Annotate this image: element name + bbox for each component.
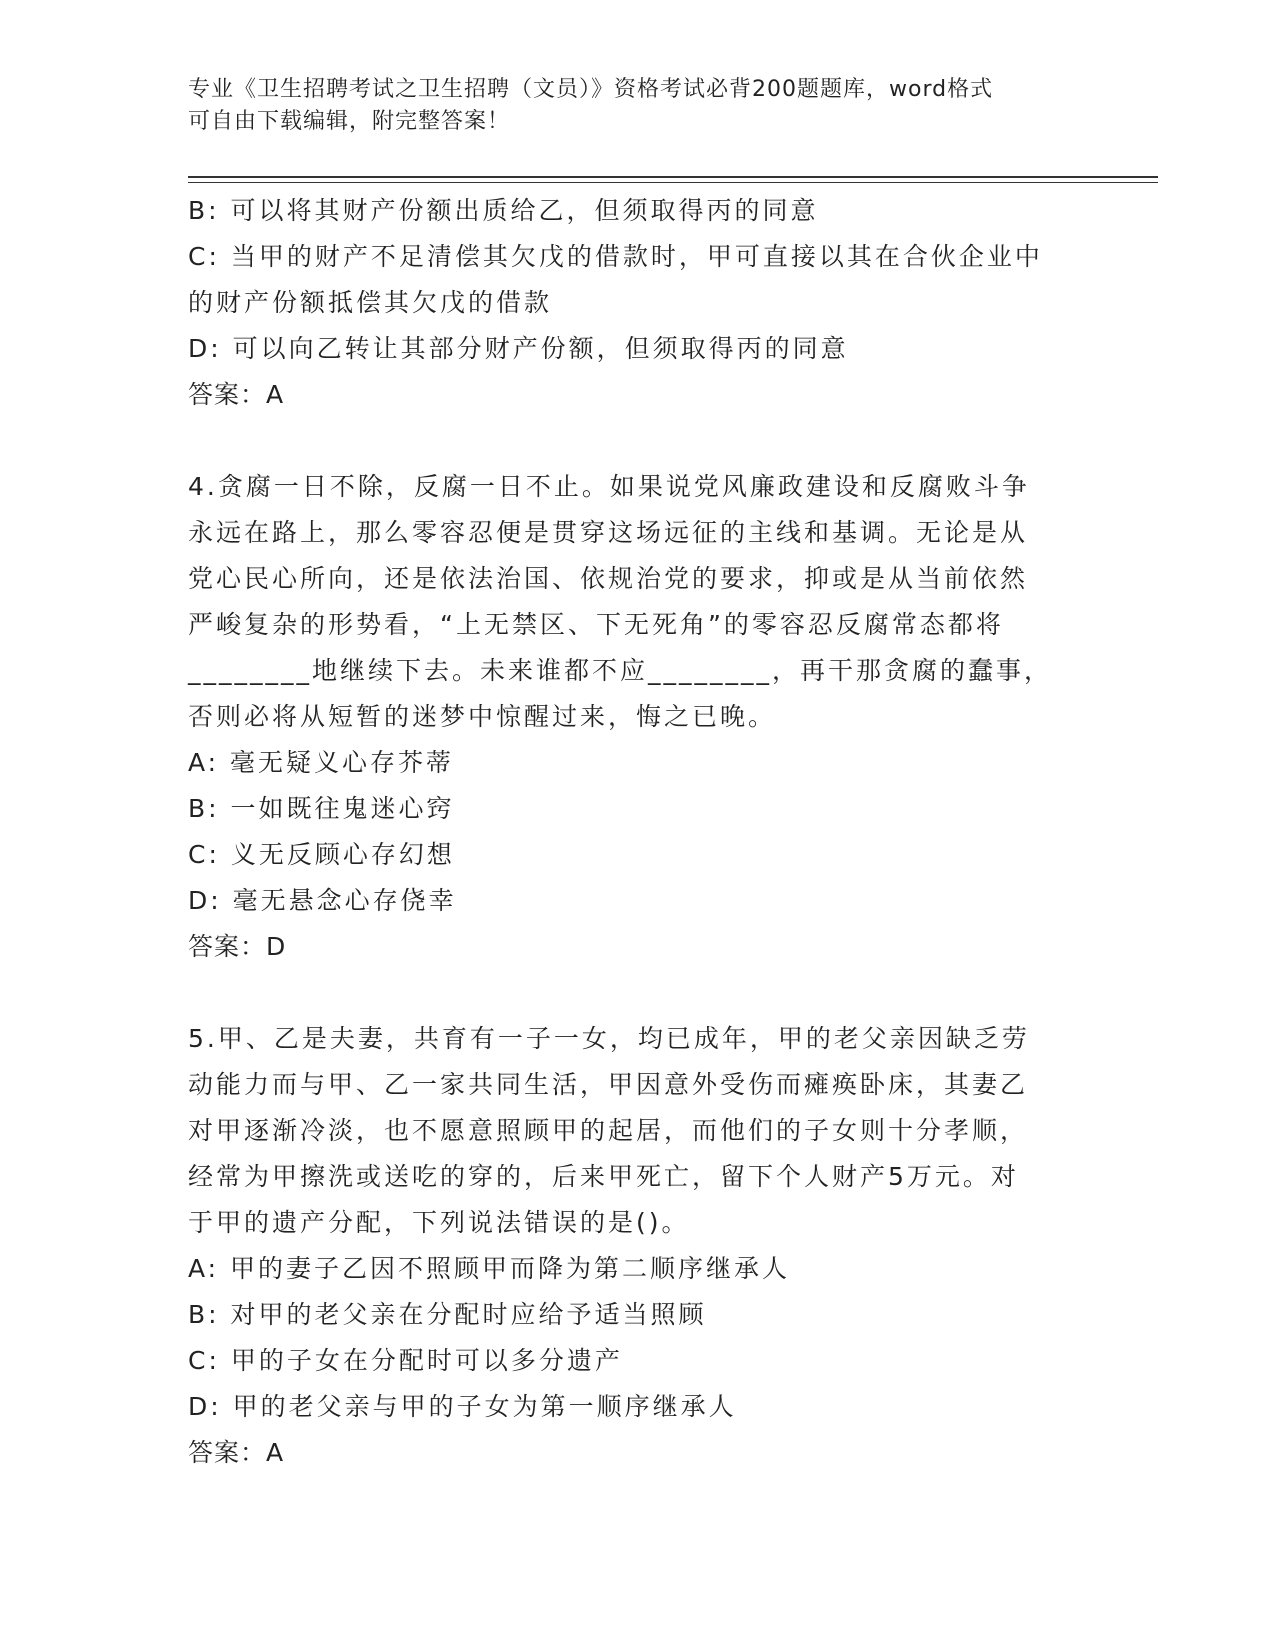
question-stem-line: 严峻复杂的形势看，“上无禁区、下无死角”的零容忍反腐常态都将 (188, 610, 1004, 639)
question-stem-line: 于甲的遗产分配，下列说法错误的是()。 (188, 1208, 690, 1237)
answer: 答案：A (188, 380, 285, 409)
option-d: D: 甲的老父亲与甲的子女为第一顺序继承人 (188, 1392, 737, 1421)
header-divider-thin (188, 182, 1158, 183)
header-line-1: 专业《卫生招聘考试之卫生招聘（文员）》资格考试必背200题题库，word格式 (188, 77, 994, 102)
option-d: D: 可以向乙转让其部分财产份额，但须取得丙的同意 (188, 334, 849, 363)
option-b: B: 可以将其财产份额出质给乙，但须取得丙的同意 (188, 196, 819, 225)
option-a: A: 甲的妻子乙因不照顾甲而降为第二顺序继承人 (188, 1254, 791, 1283)
answer: 答案：A (188, 1438, 285, 1467)
option-b: B: 一如既往鬼迷心窍 (188, 794, 455, 823)
option-b: B: 对甲的老父亲在分配时应给予适当照顾 (188, 1300, 707, 1329)
option-d: D: 毫无悬念心存侥幸 (188, 886, 457, 915)
header-divider-thick (188, 176, 1158, 178)
question-stem-line: 4.贪腐一日不除，反腐一日不止。如果说党风廉政建设和反腐败斗争 (188, 472, 1030, 501)
question-stem-line: ________地继续下去。未来谁都不应________，再干那贪腐的蠢事， (188, 656, 1053, 685)
spacer (188, 970, 1068, 1016)
document-header (188, 74, 1088, 138)
question-stem-line: 否则必将从短暂的迷梦中惊醒过来，悔之已晚。 (188, 702, 777, 731)
option-c: C: 甲的子女在分配时可以多分遗产 (188, 1346, 623, 1375)
question-5 (188, 1016, 1068, 1476)
question-stem-line: 对甲逐渐冷淡，也不愿意照顾甲的起居，而他们的子女则十分孝顺， (188, 1116, 1029, 1145)
answer: 答案：D (188, 932, 287, 961)
question-4 (188, 464, 1068, 970)
question-3-continued (188, 188, 1068, 418)
question-stem-line: 党心民心所向，还是依法治国、依规治党的要求，抑或是从当前依然 (188, 564, 1029, 593)
spacer (188, 418, 1068, 464)
question-stem-line: 经常为甲擦洗或送吃的穿的，后来甲死亡，留下个人财产5万元。对 (188, 1162, 1019, 1191)
option-a: A: 毫无疑义心存芥蒂 (188, 748, 455, 777)
document-body (188, 188, 1068, 1476)
header-line-2: 可自由下载编辑，附完整答案！ (188, 109, 511, 134)
question-stem-line: 5.甲、乙是夫妻，共育有一子一女，均已成年，甲的老父亲因缺乏劳 (188, 1024, 1030, 1053)
question-stem-line: 永远在路上，那么零容忍便是贯穿这场远征的主线和基调。无论是从 (188, 518, 1029, 547)
option-c: C: 当甲的财产不足清偿其欠戊的借款时，甲可直接以其在合伙企业中 (188, 242, 1043, 271)
option-c: C: 义无反顾心存幻想 (188, 840, 455, 869)
option-c-continued: 的财产份额抵偿其欠戊的借款 (188, 288, 553, 317)
question-stem-line: 动能力而与甲、乙一家共同生活，甲因意外受伤而瘫痪卧床，其妻乙 (188, 1070, 1029, 1099)
